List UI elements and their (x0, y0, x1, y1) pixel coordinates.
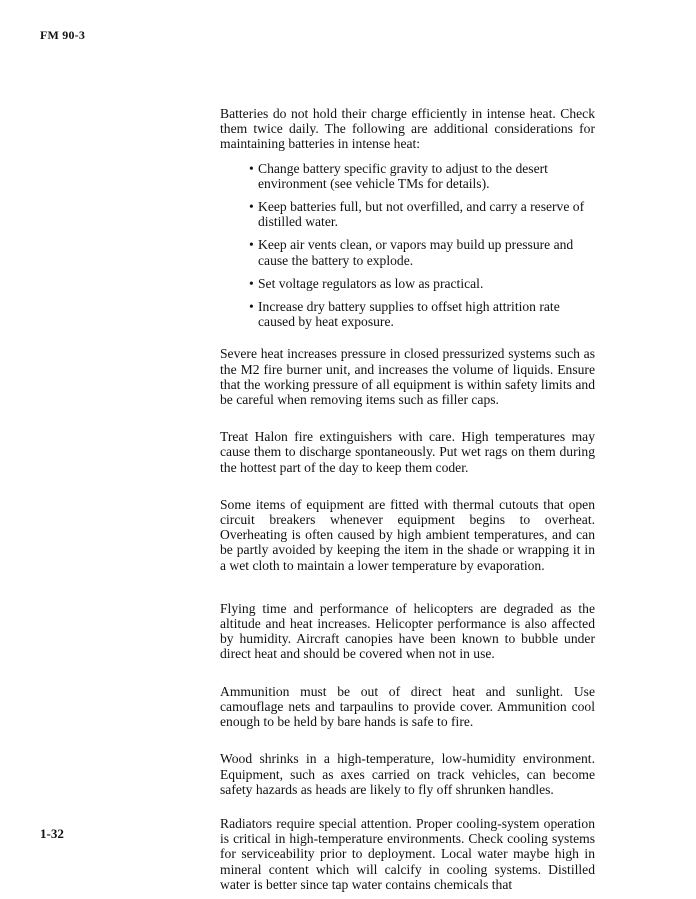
halon-extinguishers-paragraph: Treat Halon fire extinguishers with care. High temperatures may cause them to discharge spontaneously. Put wet rags on them during the hottest part of the day to keep them coder. (220, 429, 595, 475)
list-item: • Keep air vents clean, or vapors may build up pressure and cause the battery to explode. (249, 237, 595, 267)
radiators-paragraph: Radiators require special attention. Proper cooling-system operation is critical in high-temperature environments. Check cooling systems for serviceability prior to deployment. Local water maybe high in mineral content which will calcify in cooling systems. Distilled water is better since tap water contains chemicals that (220, 815, 595, 892)
list-item: • Set voltage regulators as low as practical. (249, 276, 595, 291)
ammunition-paragraph: Ammunition must be out of direct heat and sunlight. Use camouflage nets and tarpaulins to provide cover. Ammunition cool enough to be held by bare hands is safe to fire. (220, 683, 595, 730)
pressurized-systems-paragraph: Severe heat increases pressure in closed pressurized systems such as the M2 fire burner unit, and increases the volume of liquids. Ensure that the working pressure of all equipment is within safety limits and be careful when removing items such as filler caps. (220, 346, 595, 408)
thermal-cutouts-paragraph: Some items of equipment are fitted with thermal cutouts that open circuit breakers whenever equipment begins to overheat. Overheating is often caused by high ambient temperatures, and can be partly avoided by keeping the item in the shade or wrapping it in a wet cloth to maintain a lower temperature by evaporation. (220, 496, 595, 573)
manual-id-header: FM 90-3 (40, 28, 86, 42)
page-body (220, 106, 595, 892)
list-item: • Change battery specific gravity to adjust to the desert environment (see vehicle TMs for details). (249, 161, 595, 191)
helicopters-paragraph: Flying time and performance of helicopters are degraded as the altitude and heat increases. Helicopter performance is also affected by humidity. Aircraft canopies have been known to bubble under direct heat and should be covered when not in use. (220, 600, 595, 662)
battery-considerations-list (220, 161, 595, 330)
page-number: 1-32 (40, 826, 64, 841)
wood-shrinkage-paragraph: Wood shrinks in a high-temperature, low-humidity environment. Equipment, such as axes carried on track vehicles, can become safety hazards as heads are likely to fly off shrunken handles. (220, 751, 595, 797)
batteries-intro-paragraph: Batteries do not hold their charge efficiently in intense heat. Check them twice daily. The following are additional considerations for maintaining batteries in intense heat: (220, 106, 595, 152)
list-item: • Increase dry battery supplies to offset high attrition rate caused by heat exposure. (249, 299, 595, 329)
list-item: • Keep batteries full, but not overfilled, and carry a reserve of distilled water. (249, 199, 595, 229)
